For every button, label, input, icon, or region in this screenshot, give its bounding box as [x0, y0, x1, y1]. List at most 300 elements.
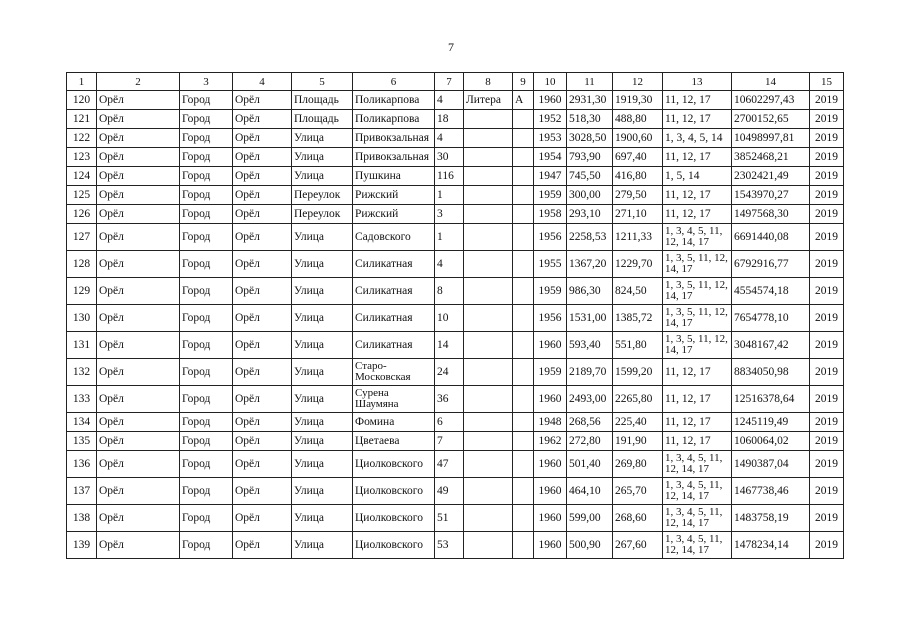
cell-living-area: 225,40 — [613, 413, 663, 432]
cell-row-number: 133 — [67, 386, 97, 413]
cell-house-number: 1 — [435, 186, 464, 205]
cell-living-area: 267,60 — [613, 532, 663, 559]
cell-settlement-type: Город — [180, 451, 233, 478]
cell-year-planned: 2019 — [810, 251, 844, 278]
cell-cost: 1490387,04 — [732, 451, 810, 478]
cell-street-type: Улица — [292, 432, 353, 451]
cell-letter — [513, 148, 534, 167]
table-row — [67, 413, 844, 432]
cell-year-planned: 2019 — [810, 359, 844, 386]
table-row — [67, 505, 844, 532]
cell-street-name: Фомина — [353, 413, 435, 432]
cell-street-type: Улица — [292, 305, 353, 332]
cell-work-types: 11, 12, 17 — [663, 359, 732, 386]
cell-cost: 4554574,18 — [732, 278, 810, 305]
cell-subject: Орёл — [97, 167, 180, 186]
cell-letter — [513, 359, 534, 386]
cell-letter — [513, 278, 534, 305]
cell-work-types: 1, 3, 4, 5, 11, 12, 14, 17 — [663, 532, 732, 559]
cell-settlement: Орёл — [233, 91, 292, 110]
cell-house-number: 6 — [435, 413, 464, 432]
cell-street-type: Площадь — [292, 110, 353, 129]
cell-year-built: 1960 — [534, 532, 567, 559]
cell-building-type — [464, 186, 513, 205]
column-header-10: 10 — [534, 73, 567, 91]
cell-settlement-type: Город — [180, 110, 233, 129]
cell-cost: 3852468,21 — [732, 148, 810, 167]
cell-cost: 6792916,77 — [732, 251, 810, 278]
cell-house-number: 4 — [435, 91, 464, 110]
table-body — [67, 91, 844, 559]
cell-living-area: 697,40 — [613, 148, 663, 167]
cell-work-types: 11, 12, 17 — [663, 432, 732, 451]
cell-settlement: Орёл — [233, 478, 292, 505]
cell-year-built: 1960 — [534, 91, 567, 110]
cell-street-type: Улица — [292, 386, 353, 413]
cell-letter — [513, 451, 534, 478]
cell-house-number: 8 — [435, 278, 464, 305]
cell-work-types: 1, 3, 4, 5, 14 — [663, 129, 732, 148]
cell-house-number: 30 — [435, 148, 464, 167]
cell-total-area: 501,40 — [567, 451, 613, 478]
table-row — [67, 386, 844, 413]
cell-street-name: Циолковского — [353, 451, 435, 478]
cell-building-type — [464, 332, 513, 359]
cell-street-name: Цветаева — [353, 432, 435, 451]
cell-house-number: 7 — [435, 432, 464, 451]
cell-year-planned: 2019 — [810, 205, 844, 224]
cell-cost: 7654778,10 — [732, 305, 810, 332]
cell-year-built: 1960 — [534, 332, 567, 359]
cell-street-name: Старо-Московская — [353, 359, 435, 386]
cell-street-name: Силикатная — [353, 332, 435, 359]
cell-living-area: 551,80 — [613, 332, 663, 359]
column-header-11: 11 — [567, 73, 613, 91]
cell-settlement-type: Город — [180, 167, 233, 186]
cell-settlement: Орёл — [233, 332, 292, 359]
table-row — [67, 129, 844, 148]
cell-street-name: Рижский — [353, 186, 435, 205]
cell-house-number: 53 — [435, 532, 464, 559]
cell-living-area: 488,80 — [613, 110, 663, 129]
column-header-6: 6 — [353, 73, 435, 91]
cell-year-built: 1959 — [534, 359, 567, 386]
cell-subject: Орёл — [97, 432, 180, 451]
cell-work-types: 11, 12, 17 — [663, 386, 732, 413]
cell-cost: 8834050,98 — [732, 359, 810, 386]
cell-settlement: Орёл — [233, 278, 292, 305]
cell-building-type — [464, 129, 513, 148]
cell-work-types: 11, 12, 17 — [663, 205, 732, 224]
cell-work-types: 11, 12, 17 — [663, 110, 732, 129]
cell-row-number: 135 — [67, 432, 97, 451]
cell-subject: Орёл — [97, 224, 180, 251]
cell-total-area: 793,90 — [567, 148, 613, 167]
cell-living-area: 1385,72 — [613, 305, 663, 332]
cell-street-name: Пушкина — [353, 167, 435, 186]
table-row — [67, 251, 844, 278]
cell-cost: 1543970,27 — [732, 186, 810, 205]
cell-subject: Орёл — [97, 251, 180, 278]
cell-building-type — [464, 532, 513, 559]
cell-year-built: 1960 — [534, 478, 567, 505]
cell-building-type — [464, 251, 513, 278]
cell-street-type: Улица — [292, 129, 353, 148]
column-header-5: 5 — [292, 73, 353, 91]
cell-year-planned: 2019 — [810, 505, 844, 532]
cell-settlement: Орёл — [233, 413, 292, 432]
cell-settlement-type: Город — [180, 432, 233, 451]
cell-settlement-type: Город — [180, 224, 233, 251]
cell-letter — [513, 110, 534, 129]
cell-street-name: Поликарпова — [353, 110, 435, 129]
cell-row-number: 136 — [67, 451, 97, 478]
cell-year-planned: 2019 — [810, 432, 844, 451]
cell-settlement: Орёл — [233, 386, 292, 413]
cell-subject: Орёл — [97, 148, 180, 167]
cell-settlement: Орёл — [233, 432, 292, 451]
cell-year-planned: 2019 — [810, 186, 844, 205]
cell-street-name: Циолковского — [353, 532, 435, 559]
cell-living-area: 1211,33 — [613, 224, 663, 251]
cell-street-name: Садовского — [353, 224, 435, 251]
cell-settlement: Орёл — [233, 110, 292, 129]
column-header-7: 7 — [435, 73, 464, 91]
cell-house-number: 14 — [435, 332, 464, 359]
column-header-15: 15 — [810, 73, 844, 91]
cell-work-types: 1, 3, 5, 11, 12, 14, 17 — [663, 278, 732, 305]
table-row — [67, 532, 844, 559]
table-row — [67, 186, 844, 205]
cell-letter: А — [513, 91, 534, 110]
cell-year-built: 1959 — [534, 186, 567, 205]
cell-row-number: 134 — [67, 413, 97, 432]
cell-year-built: 1958 — [534, 205, 567, 224]
cell-total-area: 1531,00 — [567, 305, 613, 332]
cell-year-planned: 2019 — [810, 451, 844, 478]
column-header-13: 13 — [663, 73, 732, 91]
cell-building-type — [464, 224, 513, 251]
cell-living-area: 2265,80 — [613, 386, 663, 413]
cell-letter — [513, 186, 534, 205]
cell-settlement-type: Город — [180, 186, 233, 205]
cell-year-planned: 2019 — [810, 413, 844, 432]
cell-settlement-type: Город — [180, 91, 233, 110]
cell-subject: Орёл — [97, 413, 180, 432]
cell-year-built: 1953 — [534, 129, 567, 148]
cell-street-type: Улица — [292, 224, 353, 251]
cell-house-number: 1 — [435, 224, 464, 251]
cell-settlement: Орёл — [233, 186, 292, 205]
cell-year-built: 1962 — [534, 432, 567, 451]
table-row — [67, 359, 844, 386]
cell-settlement-type: Город — [180, 148, 233, 167]
cell-street-name: Сурена Шаумяна — [353, 386, 435, 413]
table-row — [67, 110, 844, 129]
cell-total-area: 293,10 — [567, 205, 613, 224]
cell-year-built: 1948 — [534, 413, 567, 432]
cell-house-number: 51 — [435, 505, 464, 532]
buildings-table — [66, 72, 844, 559]
cell-cost: 1478234,14 — [732, 532, 810, 559]
table-row — [67, 278, 844, 305]
cell-street-type: Переулок — [292, 205, 353, 224]
cell-row-number: 121 — [67, 110, 97, 129]
cell-living-area: 279,50 — [613, 186, 663, 205]
cell-street-name: Привокзальная — [353, 129, 435, 148]
cell-settlement-type: Город — [180, 505, 233, 532]
cell-building-type — [464, 148, 513, 167]
cell-letter — [513, 478, 534, 505]
cell-subject: Орёл — [97, 478, 180, 505]
cell-building-type — [464, 505, 513, 532]
cell-street-type: Улица — [292, 478, 353, 505]
cell-row-number: 125 — [67, 186, 97, 205]
table-row — [67, 451, 844, 478]
cell-total-area: 1367,20 — [567, 251, 613, 278]
table-row — [67, 91, 844, 110]
column-header-8: 8 — [464, 73, 513, 91]
cell-subject: Орёл — [97, 451, 180, 478]
cell-building-type — [464, 278, 513, 305]
cell-work-types: 1, 3, 4, 5, 11, 12, 14, 17 — [663, 478, 732, 505]
cell-house-number: 116 — [435, 167, 464, 186]
cell-total-area: 268,56 — [567, 413, 613, 432]
cell-total-area: 300,00 — [567, 186, 613, 205]
cell-work-types: 1, 3, 4, 5, 11, 12, 14, 17 — [663, 451, 732, 478]
cell-house-number: 36 — [435, 386, 464, 413]
cell-subject: Орёл — [97, 332, 180, 359]
cell-year-planned: 2019 — [810, 278, 844, 305]
cell-building-type — [464, 110, 513, 129]
cell-letter — [513, 332, 534, 359]
page-number: 7 — [448, 40, 454, 54]
cell-total-area: 272,80 — [567, 432, 613, 451]
cell-street-name: Силикатная — [353, 278, 435, 305]
cell-building-type — [464, 432, 513, 451]
cell-cost: 1060064,02 — [732, 432, 810, 451]
cell-year-built: 1956 — [534, 224, 567, 251]
cell-year-built: 1959 — [534, 278, 567, 305]
cell-street-name: Силикатная — [353, 305, 435, 332]
cell-cost: 12516378,64 — [732, 386, 810, 413]
cell-cost: 10498997,81 — [732, 129, 810, 148]
cell-cost: 3048167,42 — [732, 332, 810, 359]
table-row — [67, 332, 844, 359]
column-header-2: 2 — [97, 73, 180, 91]
cell-street-type: Улица — [292, 532, 353, 559]
cell-building-type — [464, 413, 513, 432]
column-header-4: 4 — [233, 73, 292, 91]
cell-letter — [513, 224, 534, 251]
cell-building-type — [464, 305, 513, 332]
cell-year-built: 1947 — [534, 167, 567, 186]
cell-house-number: 3 — [435, 205, 464, 224]
table-row — [67, 167, 844, 186]
cell-work-types: 1, 5, 14 — [663, 167, 732, 186]
cell-letter — [513, 532, 534, 559]
cell-building-type: Литера — [464, 91, 513, 110]
column-header-1: 1 — [67, 73, 97, 91]
cell-letter — [513, 205, 534, 224]
cell-street-type: Улица — [292, 332, 353, 359]
cell-year-built: 1956 — [534, 305, 567, 332]
cell-row-number: 138 — [67, 505, 97, 532]
cell-work-types: 1, 3, 5, 11, 12, 14, 17 — [663, 332, 732, 359]
table-row — [67, 432, 844, 451]
cell-subject: Орёл — [97, 505, 180, 532]
cell-cost: 2302421,49 — [732, 167, 810, 186]
cell-letter — [513, 305, 534, 332]
cell-street-type: Улица — [292, 451, 353, 478]
cell-subject: Орёл — [97, 129, 180, 148]
cell-work-types: 1, 3, 4, 5, 11, 12, 14, 17 — [663, 224, 732, 251]
cell-street-type: Площадь — [292, 91, 353, 110]
cell-settlement-type: Город — [180, 251, 233, 278]
cell-house-number: 10 — [435, 305, 464, 332]
cell-settlement: Орёл — [233, 359, 292, 386]
cell-street-name: Привокзальная — [353, 148, 435, 167]
cell-house-number: 49 — [435, 478, 464, 505]
cell-year-built: 1960 — [534, 451, 567, 478]
cell-street-name: Циолковского — [353, 505, 435, 532]
cell-year-built: 1954 — [534, 148, 567, 167]
cell-letter — [513, 413, 534, 432]
cell-total-area: 500,90 — [567, 532, 613, 559]
cell-letter — [513, 167, 534, 186]
cell-year-planned: 2019 — [810, 129, 844, 148]
cell-building-type — [464, 205, 513, 224]
cell-subject: Орёл — [97, 91, 180, 110]
cell-year-built: 1952 — [534, 110, 567, 129]
cell-subject: Орёл — [97, 359, 180, 386]
cell-total-area: 2189,70 — [567, 359, 613, 386]
cell-street-type: Улица — [292, 505, 353, 532]
cell-living-area: 1599,20 — [613, 359, 663, 386]
cell-cost: 1467738,46 — [732, 478, 810, 505]
cell-settlement: Орёл — [233, 224, 292, 251]
table-row — [67, 224, 844, 251]
cell-row-number: 122 — [67, 129, 97, 148]
cell-street-name: Поликарпова — [353, 91, 435, 110]
cell-letter — [513, 251, 534, 278]
cell-settlement: Орёл — [233, 167, 292, 186]
column-header-14: 14 — [732, 73, 810, 91]
cell-settlement-type: Город — [180, 359, 233, 386]
cell-settlement: Орёл — [233, 148, 292, 167]
cell-living-area: 824,50 — [613, 278, 663, 305]
cell-settlement-type: Город — [180, 205, 233, 224]
cell-letter — [513, 432, 534, 451]
cell-cost: 1497568,30 — [732, 205, 810, 224]
header-row — [67, 73, 844, 91]
cell-row-number: 137 — [67, 478, 97, 505]
cell-living-area: 1900,60 — [613, 129, 663, 148]
cell-row-number: 128 — [67, 251, 97, 278]
cell-cost: 1245119,49 — [732, 413, 810, 432]
cell-street-name: Циолковского — [353, 478, 435, 505]
cell-subject: Орёл — [97, 386, 180, 413]
cell-settlement: Орёл — [233, 251, 292, 278]
cell-work-types: 1, 3, 5, 11, 12, 14, 17 — [663, 305, 732, 332]
cell-row-number: 126 — [67, 205, 97, 224]
cell-total-area: 2258,53 — [567, 224, 613, 251]
cell-house-number: 47 — [435, 451, 464, 478]
cell-subject: Орёл — [97, 205, 180, 224]
cell-year-planned: 2019 — [810, 532, 844, 559]
cell-cost: 1483758,19 — [732, 505, 810, 532]
cell-total-area: 599,00 — [567, 505, 613, 532]
cell-year-built: 1960 — [534, 386, 567, 413]
cell-year-planned: 2019 — [810, 386, 844, 413]
cell-house-number: 18 — [435, 110, 464, 129]
cell-settlement: Орёл — [233, 129, 292, 148]
cell-year-planned: 2019 — [810, 167, 844, 186]
cell-settlement-type: Город — [180, 129, 233, 148]
cell-year-built: 1960 — [534, 505, 567, 532]
cell-street-name: Силикатная — [353, 251, 435, 278]
cell-settlement-type: Город — [180, 278, 233, 305]
cell-street-type: Улица — [292, 413, 353, 432]
cell-settlement: Орёл — [233, 205, 292, 224]
cell-building-type — [464, 478, 513, 505]
cell-row-number: 139 — [67, 532, 97, 559]
cell-year-planned: 2019 — [810, 110, 844, 129]
cell-total-area: 464,10 — [567, 478, 613, 505]
cell-row-number: 130 — [67, 305, 97, 332]
cell-building-type — [464, 167, 513, 186]
cell-row-number: 132 — [67, 359, 97, 386]
cell-row-number: 127 — [67, 224, 97, 251]
cell-work-types: 1, 3, 5, 11, 12, 14, 17 — [663, 251, 732, 278]
cell-subject: Орёл — [97, 305, 180, 332]
cell-row-number: 131 — [67, 332, 97, 359]
cell-subject: Орёл — [97, 186, 180, 205]
cell-living-area: 269,80 — [613, 451, 663, 478]
cell-building-type — [464, 451, 513, 478]
cell-work-types: 11, 12, 17 — [663, 413, 732, 432]
cell-street-type: Улица — [292, 167, 353, 186]
cell-house-number: 4 — [435, 129, 464, 148]
cell-cost: 2700152,65 — [732, 110, 810, 129]
cell-year-planned: 2019 — [810, 91, 844, 110]
table-row — [67, 305, 844, 332]
cell-total-area: 745,50 — [567, 167, 613, 186]
cell-street-type: Улица — [292, 359, 353, 386]
cell-settlement: Орёл — [233, 532, 292, 559]
cell-building-type — [464, 359, 513, 386]
column-header-3: 3 — [180, 73, 233, 91]
cell-subject: Орёл — [97, 532, 180, 559]
cell-living-area: 271,10 — [613, 205, 663, 224]
cell-building-type — [464, 386, 513, 413]
cell-living-area: 191,90 — [613, 432, 663, 451]
cell-work-types: 11, 12, 17 — [663, 186, 732, 205]
cell-subject: Орёл — [97, 110, 180, 129]
cell-year-built: 1955 — [534, 251, 567, 278]
cell-total-area: 986,30 — [567, 278, 613, 305]
cell-year-planned: 2019 — [810, 148, 844, 167]
cell-row-number: 129 — [67, 278, 97, 305]
cell-street-type: Переулок — [292, 186, 353, 205]
table-row — [67, 148, 844, 167]
cell-total-area: 593,40 — [567, 332, 613, 359]
cell-year-planned: 2019 — [810, 305, 844, 332]
cell-living-area: 1919,30 — [613, 91, 663, 110]
cell-total-area: 518,30 — [567, 110, 613, 129]
cell-cost: 10602297,43 — [732, 91, 810, 110]
cell-settlement-type: Город — [180, 332, 233, 359]
